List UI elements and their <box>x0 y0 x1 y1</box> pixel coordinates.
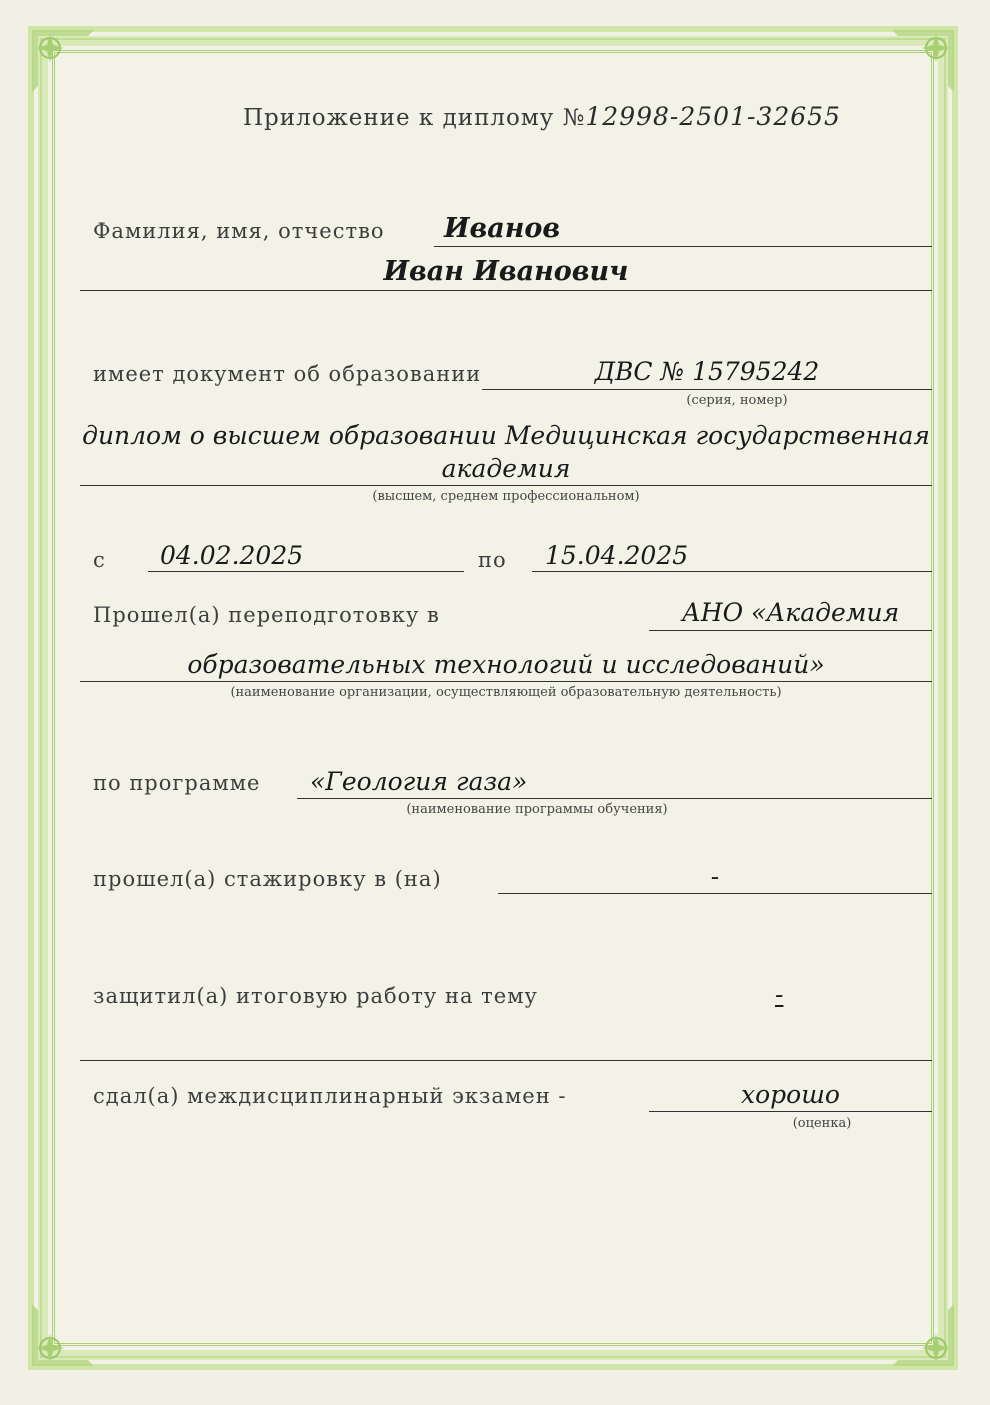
surname-underline <box>434 246 932 247</box>
retraining-org-underline2 <box>80 681 932 682</box>
period-from-label: с <box>93 548 106 572</box>
edu-desc-underline <box>80 485 932 486</box>
fio-label: Фамилия, имя, отчество <box>93 219 385 243</box>
exam-underline <box>649 1111 932 1112</box>
program-caption: (наименование программы обучения) <box>406 802 668 817</box>
retraining-caption: (наименование организации, осуществляющей образовательную деятельность) <box>230 685 782 700</box>
surname-value: Иванов <box>444 213 561 244</box>
period-to-value: 15.04.2025 <box>545 541 689 570</box>
edu-desc-caption: (высшем, среднем профессиональном) <box>372 489 640 504</box>
period-from-underline <box>148 571 464 572</box>
thesis-value: - <box>775 980 784 1009</box>
edu-desc-line1: диплом о высшем образовании Медицинская государственная <box>82 421 930 450</box>
corner-ornament-icon <box>28 1300 98 1370</box>
program-underline <box>297 798 932 799</box>
edu-doc-underline <box>482 389 932 390</box>
period-to-underline <box>532 571 932 572</box>
retraining-org-line1: АНО «Академия <box>681 598 900 627</box>
thesis-label: защитил(а) итоговую работу на тему <box>93 984 538 1008</box>
retraining-org-line2: образовательных технологий и исследований» <box>187 650 825 679</box>
edu-doc-value: ДВС № 15795242 <box>594 357 820 386</box>
edu-doc-label: имеет документ об образовании <box>93 362 482 386</box>
program-label: по программе <box>93 771 261 795</box>
title-prefix: Приложение к диплому № <box>243 105 586 131</box>
internship-underline <box>498 893 932 894</box>
exam-caption: (оценка) <box>792 1116 852 1131</box>
internship-label: прошел(а) стажировку в (на) <box>93 867 442 891</box>
program-value: «Геология газа» <box>310 767 528 796</box>
corner-ornament-icon <box>888 26 958 96</box>
corner-ornament-icon <box>28 26 98 96</box>
retraining-org-underline1 <box>649 630 932 631</box>
name-value: Иван Иванович <box>383 256 629 287</box>
edu-desc-line2: академия <box>441 454 571 483</box>
page-title <box>243 102 841 131</box>
corner-ornament-icon <box>888 1300 958 1370</box>
period-from-value: 04.02.2025 <box>160 541 304 570</box>
internship-value: - <box>710 862 720 891</box>
exam-value: хорошо <box>741 1080 840 1109</box>
diploma-number: 12998-2501-32655 <box>585 102 841 131</box>
thesis-underline <box>80 1060 932 1061</box>
period-to-label: по <box>478 548 507 572</box>
edu-doc-caption: (серия, номер) <box>686 393 788 408</box>
name-underline <box>80 290 932 291</box>
exam-label: сдал(а) междисциплинарный экзамен - <box>93 1084 567 1108</box>
retraining-label: Прошел(а) переподготовку в <box>93 603 440 627</box>
